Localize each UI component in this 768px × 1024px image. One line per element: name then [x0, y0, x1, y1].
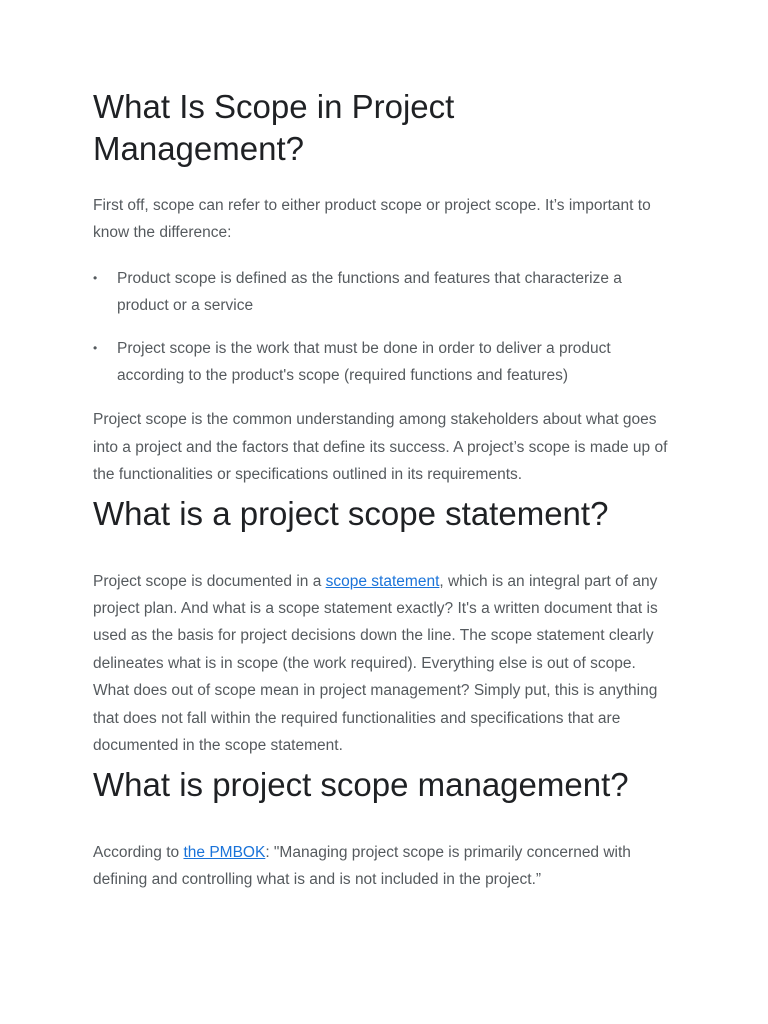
list-item-text: Product scope is defined as the functions and features that characterize a product or a service — [117, 269, 622, 315]
list-item-text: Project scope is the work that must be done in order to deliver a product according to the product's scope (required functions and features) — [117, 339, 611, 385]
common-understanding-paragraph: Project scope is the common understanding among stakeholders about what goes into a project and the factors that define its success. A project’s scope is made up of the functionalities or specifications outlined in its requirements. — [93, 411, 668, 484]
list-item — [93, 265, 673, 320]
article — [93, 86, 673, 893]
scope-types-list — [93, 265, 673, 390]
paragraph-text: : "Managing project scope is primarily concerned with defining and controlling what is and is not included in the project.” — [93, 843, 631, 888]
paragraph-text: , which is an integral part of any project plan. And what is a scope statement exactly? It's a written document that is used as the basis for project decisions down the line. The scope statement clearly delineates what is in scope (the work required). Everything else is out of scope. What does out of scope mean in project management? Simply put, this is anything that does not fall within the required functionalities and specifications that are documented in the scope statement. — [93, 572, 658, 755]
scope-statement-paragraph — [93, 568, 673, 760]
scope-statement-link[interactable]: scope statement — [325, 572, 440, 590]
paragraph-text: According to — [93, 843, 184, 861]
section-heading-scope-statement: What is a project scope statement? — [93, 494, 609, 532]
pmbok-link[interactable]: the PMBOK — [183, 843, 266, 861]
section-heading-scope-management: What is project scope management? — [93, 765, 629, 803]
pmbok-paragraph — [93, 839, 673, 894]
intro-paragraph: First off, scope can refer to either product scope or project scope. It’s important to know the difference: — [93, 197, 651, 242]
page-title: What Is Scope in Project Management? — [93, 88, 455, 167]
list-item — [93, 335, 673, 390]
paragraph-text: Project scope is documented in a — [93, 572, 326, 590]
bullet-icon: • — [93, 340, 98, 355]
bullet-icon: • — [93, 270, 98, 285]
